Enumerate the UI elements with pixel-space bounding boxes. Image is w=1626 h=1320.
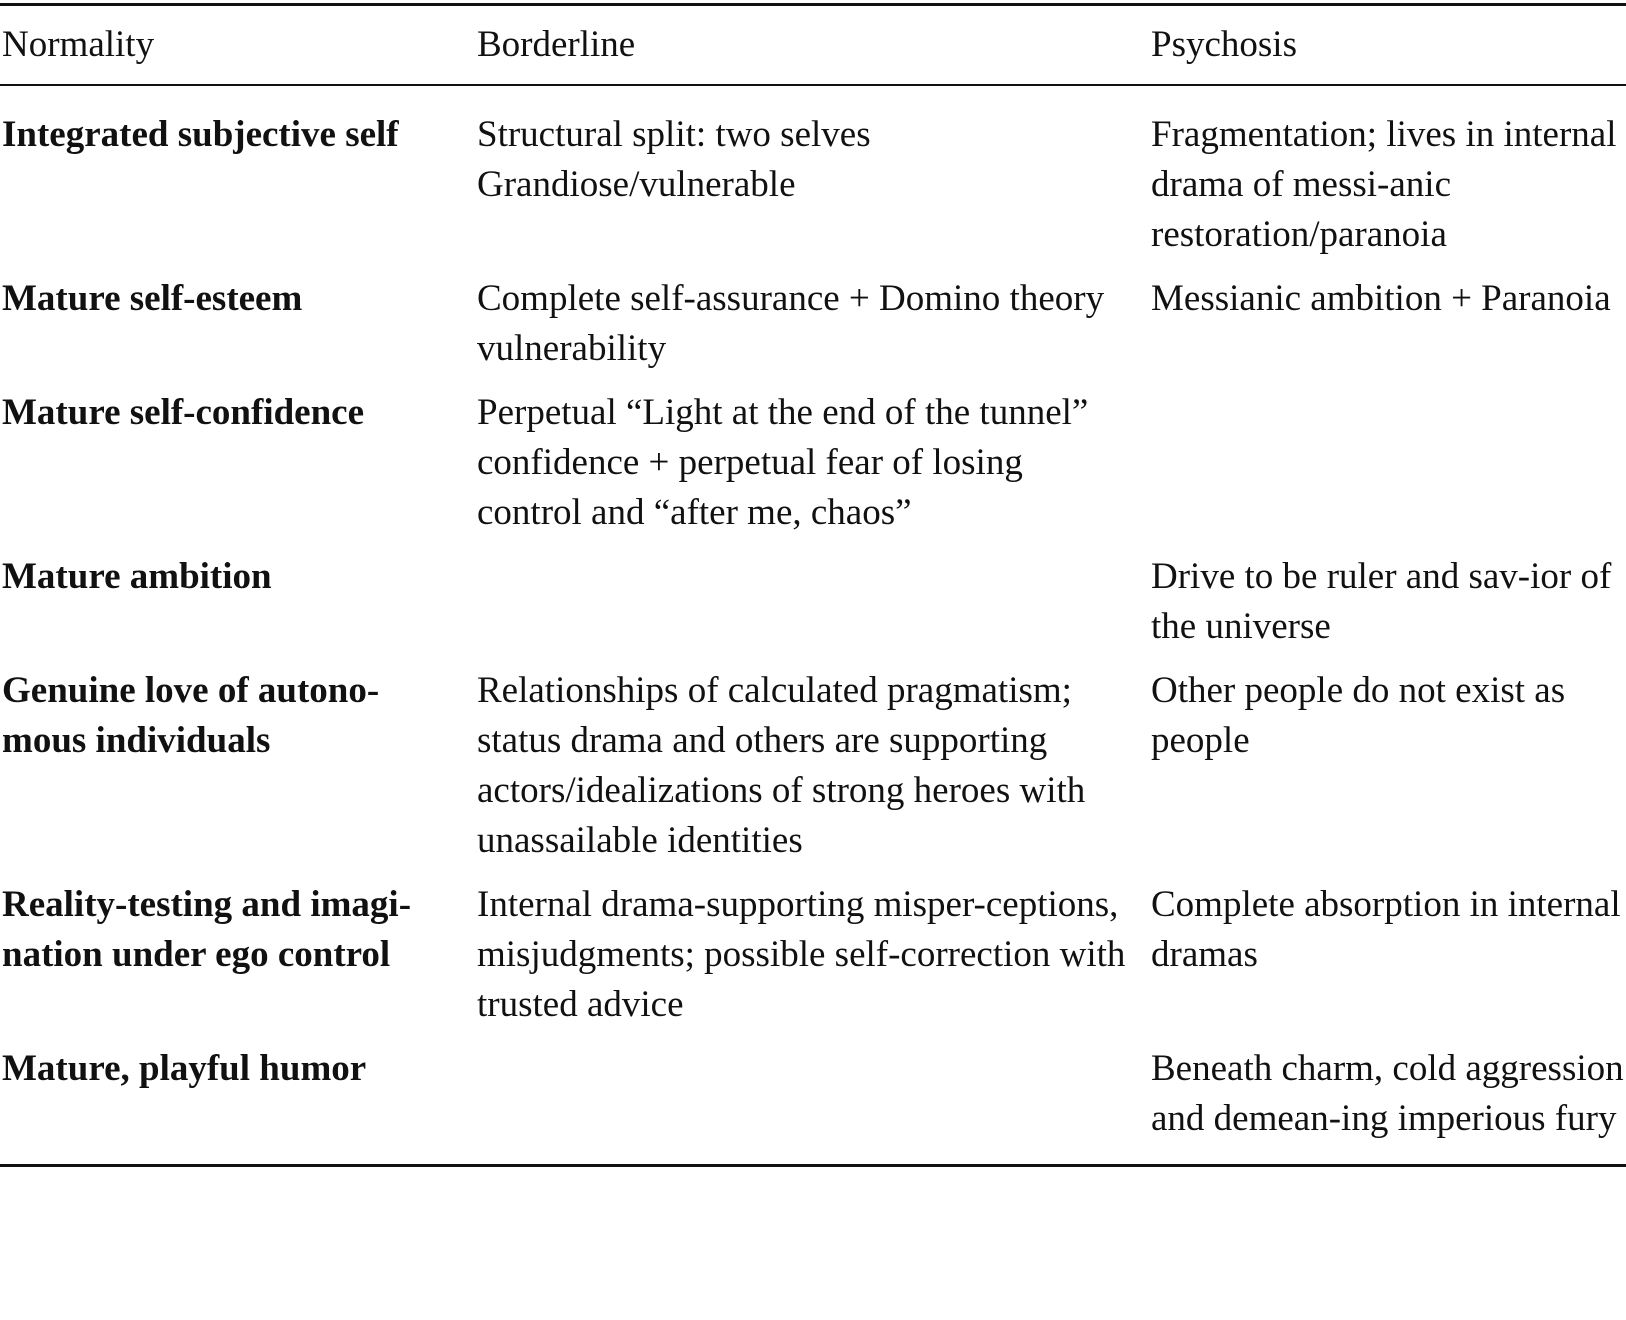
normality-cell (0, 274, 477, 388)
borderline-cell (477, 666, 1151, 880)
psychosis-cell (1151, 552, 1626, 666)
borderline-cell (477, 1044, 1151, 1166)
borderline-text: Perpetual “Light at the end of the tunnel” confidence + perpetual fear of losing control and “after me, chaos” (477, 392, 1089, 533)
normality-cell (0, 552, 477, 666)
table-row (0, 666, 1626, 880)
psychosis-cell (1151, 1044, 1626, 1166)
borderline-text: Structural split: two selves Grandiose/vulnerable (477, 114, 871, 205)
psychosis-text: Beneath charm, cold aggression and demean-ing imperious fury (1151, 1048, 1624, 1139)
header-psychosis: Psychosis (1151, 5, 1626, 86)
table-row (0, 552, 1626, 666)
psychosis-cell (1151, 666, 1626, 880)
table-row (0, 274, 1626, 388)
table-row (0, 880, 1626, 1044)
header-normality: Normality (0, 5, 477, 86)
header-row (0, 5, 1626, 86)
normality-text: Integrated subjective self (2, 114, 399, 155)
table-row (0, 388, 1626, 552)
psychosis-text: Complete absorption in internal dramas (1151, 884, 1621, 975)
psychosis-text: Drive to be ruler and sav-ior of the universe (1151, 556, 1612, 647)
borderline-cell (477, 552, 1151, 666)
table-row (0, 1044, 1626, 1166)
psychosis-text: Messianic ambition + Paranoia (1151, 278, 1611, 319)
normality-cell (0, 666, 477, 880)
normality-cell (0, 388, 477, 552)
normality-text: Mature self-confidence (2, 392, 365, 433)
psychosis-text: Other people do not exist as people (1151, 670, 1566, 761)
psychosis-cell (1151, 274, 1626, 388)
normality-cell (0, 85, 477, 274)
normality-cell (0, 880, 477, 1044)
borderline-cell (477, 85, 1151, 274)
normality-text: Mature ambition (2, 556, 272, 597)
borderline-text: Internal drama-supporting misper-ceptions, misjudgments; possible self-correction with trusted advice (477, 884, 1126, 1025)
header-borderline: Borderline (477, 5, 1151, 86)
normality-text: Mature, playful humor (2, 1048, 367, 1089)
table-row (0, 85, 1626, 274)
borderline-text: Complete self-assurance + Domino theory vulnerability (477, 278, 1105, 369)
table-body (0, 85, 1626, 1166)
borderline-text: Relationships of calculated pragmatism; status drama and others are supporting actors/idealizations of strong heroes with unassailable identities (477, 670, 1086, 861)
normality-cell (0, 1044, 477, 1166)
comparison-table (0, 3, 1626, 1167)
psychosis-cell (1151, 85, 1626, 274)
borderline-cell (477, 388, 1151, 552)
psychosis-cell (1151, 388, 1626, 552)
psychosis-cell (1151, 880, 1626, 1044)
borderline-cell (477, 274, 1151, 388)
normality-text: Reality-testing and imagi-nation under ego control (2, 884, 412, 975)
normality-text: Genuine love of autono-mous individuals (2, 670, 380, 761)
psychosis-text: Fragmentation; lives in internal drama of messi-anic restoration/paranoia (1151, 114, 1617, 255)
borderline-cell (477, 880, 1151, 1044)
normality-text: Mature self-esteem (2, 278, 303, 319)
table-header (0, 5, 1626, 86)
